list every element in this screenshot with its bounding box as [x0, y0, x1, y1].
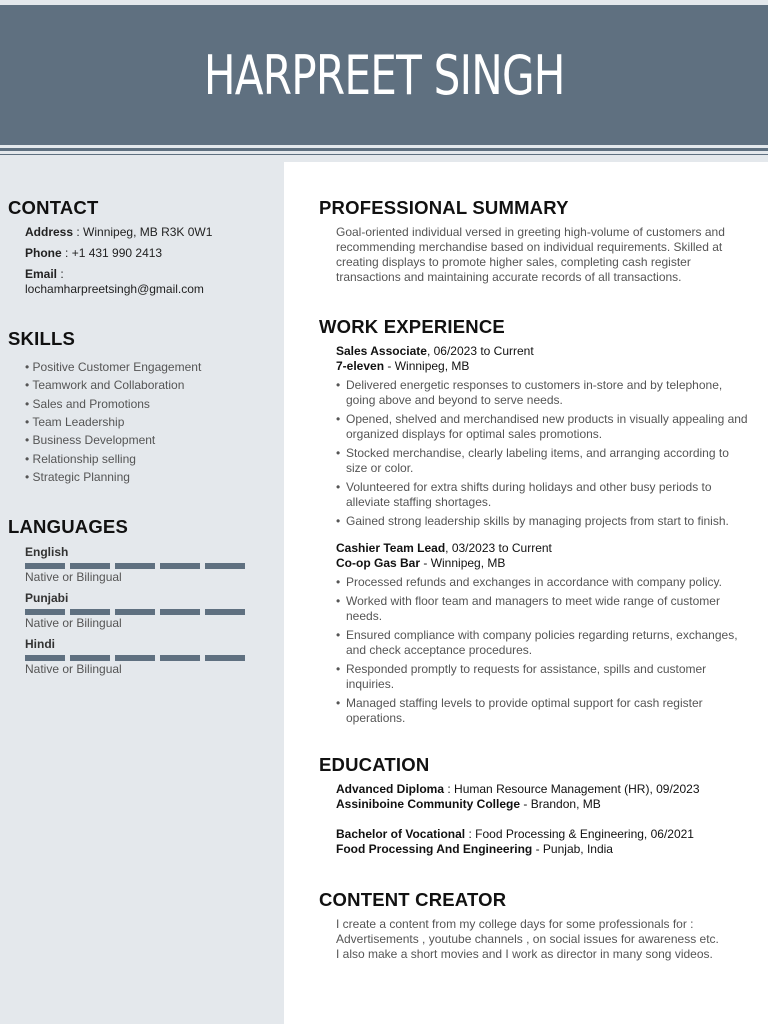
proficiency-segment — [70, 563, 110, 569]
bullet-dot: • — [336, 628, 341, 642]
language-proficiency-bar — [25, 655, 245, 661]
bullet-text: Volunteered for extra shifts during holidays and other busy periods to — [346, 480, 712, 494]
proficiency-segment — [205, 563, 245, 569]
job-role: Cashier Team Lead — [336, 541, 446, 555]
language-level: Native or Bilingual — [25, 616, 122, 630]
bullet-text: and check acceptance procedures. — [346, 643, 533, 657]
proficiency-segment — [115, 563, 155, 569]
education-degree-line: Bachelor of Vocational : Food Processing & Engineering, 06/2021 — [336, 827, 694, 841]
proficiency-segment — [70, 655, 110, 661]
job-bullet — [336, 412, 762, 442]
experience-title: WORK EXPERIENCE — [319, 316, 505, 337]
job-company-line: Co-op Gas Bar - Winnipeg, MB — [336, 556, 506, 570]
person-name: HARPREET SINGH — [203, 43, 565, 107]
skill-item: • Team Leadership — [25, 415, 125, 429]
summary-line: recommending merchandise based on individual requirements. Skilled at — [336, 240, 723, 254]
contact-address: Address : Winnipeg, MB R3K 0W1 — [25, 225, 213, 239]
bullet-text: organized displays for optimal sales promotions. — [346, 427, 603, 441]
job-company-line: 7-eleven - Winnipeg, MB — [336, 359, 470, 373]
education-school-line: Assiniboine Community College - Brandon, MB — [336, 797, 601, 811]
bullet-dot: • — [336, 412, 341, 426]
contact-email-label: Email : — [25, 267, 64, 281]
skill-item: • Positive Customer Engagement — [25, 360, 202, 374]
language-level: Native or Bilingual — [25, 570, 122, 584]
bullet-text: inquiries. — [346, 677, 395, 691]
bullet-text: going above and beyond to serve needs. — [346, 393, 563, 407]
contact-title: CONTACT — [8, 197, 99, 218]
proficiency-segment — [160, 563, 200, 569]
proficiency-segment — [115, 609, 155, 615]
skill-item: • Strategic Planning — [25, 470, 130, 484]
language-name: Hindi — [25, 637, 55, 651]
education-school: Assiniboine Community College — [336, 797, 521, 811]
skill-item: • Teamwork and Collaboration — [25, 378, 185, 392]
bullet-text: alleviate staffing shortages. — [346, 495, 492, 509]
bullet-text: operations. — [346, 711, 406, 725]
education-title: EDUCATION — [319, 754, 430, 775]
education-degree: Bachelor of Vocational — [336, 827, 466, 841]
proficiency-segment — [205, 609, 245, 615]
bullet-text: Delivered energetic responses to customers in-store and by telephone, — [346, 378, 723, 392]
education-location: Punjab, India — [542, 842, 613, 856]
bullet-text: Managed staffing levels to provide optimal support for cash register — [346, 696, 703, 710]
job-bullet — [336, 378, 762, 408]
job-dates: 03/2023 to Current — [451, 541, 552, 555]
job-bullet — [336, 594, 762, 624]
education-degree-line: Advanced Diploma : Human Resource Management (HR), 09/2023 — [336, 782, 700, 796]
proficiency-segment — [25, 609, 65, 615]
bullet-text: Worked with floor team and managers to meet wide range of customer — [346, 594, 720, 608]
job-bullet — [336, 514, 762, 529]
education-location: Brandon, MB — [530, 797, 601, 811]
bullet-dot: • — [336, 594, 341, 608]
job-bullet — [336, 628, 762, 658]
language-name: English — [25, 545, 69, 559]
languages-title: LANGUAGES — [8, 516, 128, 537]
skills-title: SKILLS — [8, 328, 75, 349]
education-school: Food Processing And Engineering — [336, 842, 533, 856]
job-company: 7-eleven — [336, 359, 385, 373]
proficiency-segment — [25, 655, 65, 661]
bullet-text: Responded promptly to requests for assistance, spills and customer — [346, 662, 707, 676]
summary-line: Goal-oriented individual versed in greeting high-volume of customers and — [336, 225, 725, 239]
job-bullet — [336, 662, 762, 692]
education-degree: Advanced Diploma — [336, 782, 445, 796]
summary-title: PROFESSIONAL SUMMARY — [319, 197, 569, 218]
bullet-text: Ensured compliance with company policies regarding returns, exchanges, — [346, 628, 738, 642]
bullet-dot: • — [336, 696, 341, 710]
job-title-line: Sales Associate, 06/2023 to Current — [336, 344, 534, 358]
education-school-line: Food Processing And Engineering - Punjab, India — [336, 842, 613, 856]
proficiency-segment — [70, 609, 110, 615]
skill-item: • Sales and Promotions — [25, 397, 150, 411]
proficiency-segment — [205, 655, 245, 661]
job-company: Co-op Gas Bar — [336, 556, 421, 570]
bullet-dot: • — [336, 514, 341, 528]
header-rule-thin — [0, 154, 768, 155]
education-field: Human Resource Management (HR), 09/2023 — [454, 782, 700, 796]
summary-line: transactions and maintaining accurate records of all transactions. — [336, 270, 682, 284]
bullet-text: needs. — [346, 609, 383, 623]
bullet-dot: • — [336, 378, 341, 392]
creator-line: Advertisements , youtube channels , on social issues for awareness etc. — [336, 932, 719, 946]
language-proficiency-bar — [25, 609, 245, 615]
proficiency-segment — [160, 655, 200, 661]
bullet-dot: • — [336, 575, 341, 589]
bullet-text: Opened, shelved and merchandised new products in visually appealing and — [346, 412, 748, 426]
education-field: Food Processing & Engineering, 06/2021 — [475, 827, 694, 841]
language-proficiency-bar — [25, 563, 245, 569]
job-bullet — [336, 575, 762, 590]
proficiency-segment — [160, 609, 200, 615]
proficiency-segment — [115, 655, 155, 661]
job-location: Winnipeg, MB — [394, 359, 470, 373]
bullet-dot: • — [336, 662, 341, 676]
contact-phone: Phone : +1 431 990 2413 — [25, 246, 163, 260]
bullet-dot: • — [336, 480, 341, 494]
header-banner — [0, 5, 768, 145]
bullet-dot: • — [336, 446, 341, 460]
creator-title: CONTENT CREATOR — [319, 889, 507, 910]
skill-item: • Business Development — [25, 433, 156, 447]
job-title-line: Cashier Team Lead, 03/2023 to Current — [336, 541, 552, 555]
creator-line: I create a content from my college days for some professionals for : — [336, 917, 694, 931]
job-dates: 06/2023 to Current — [433, 344, 534, 358]
proficiency-segment — [25, 563, 65, 569]
job-bullet — [336, 446, 762, 476]
bullet-text: Stocked merchandise, clearly labeling items, and arranging according to — [346, 446, 729, 460]
header-rule-thick — [0, 148, 768, 151]
job-bullet — [336, 480, 762, 510]
summary-line: creating displays to promote higher sales, completing cash register — [336, 255, 691, 269]
bullet-text: size or color. — [346, 461, 414, 475]
job-role: Sales Associate — [336, 344, 427, 358]
skill-item: • Relationship selling — [25, 452, 136, 466]
language-level: Native or Bilingual — [25, 662, 122, 676]
bullet-text: Processed refunds and exchanges in accordance with company policy. — [346, 575, 722, 589]
job-bullet — [336, 696, 762, 726]
creator-line: I also make a short movies and I work as director in many song videos. — [336, 947, 713, 961]
job-location: Winnipeg, MB — [430, 556, 506, 570]
contact-email[interactable]: lochamharpreetsingh@gmail.com — [25, 282, 204, 296]
bullet-text: Gained strong leadership skills by managing projects from start to finish. — [346, 514, 729, 528]
language-name: Punjabi — [25, 591, 69, 605]
